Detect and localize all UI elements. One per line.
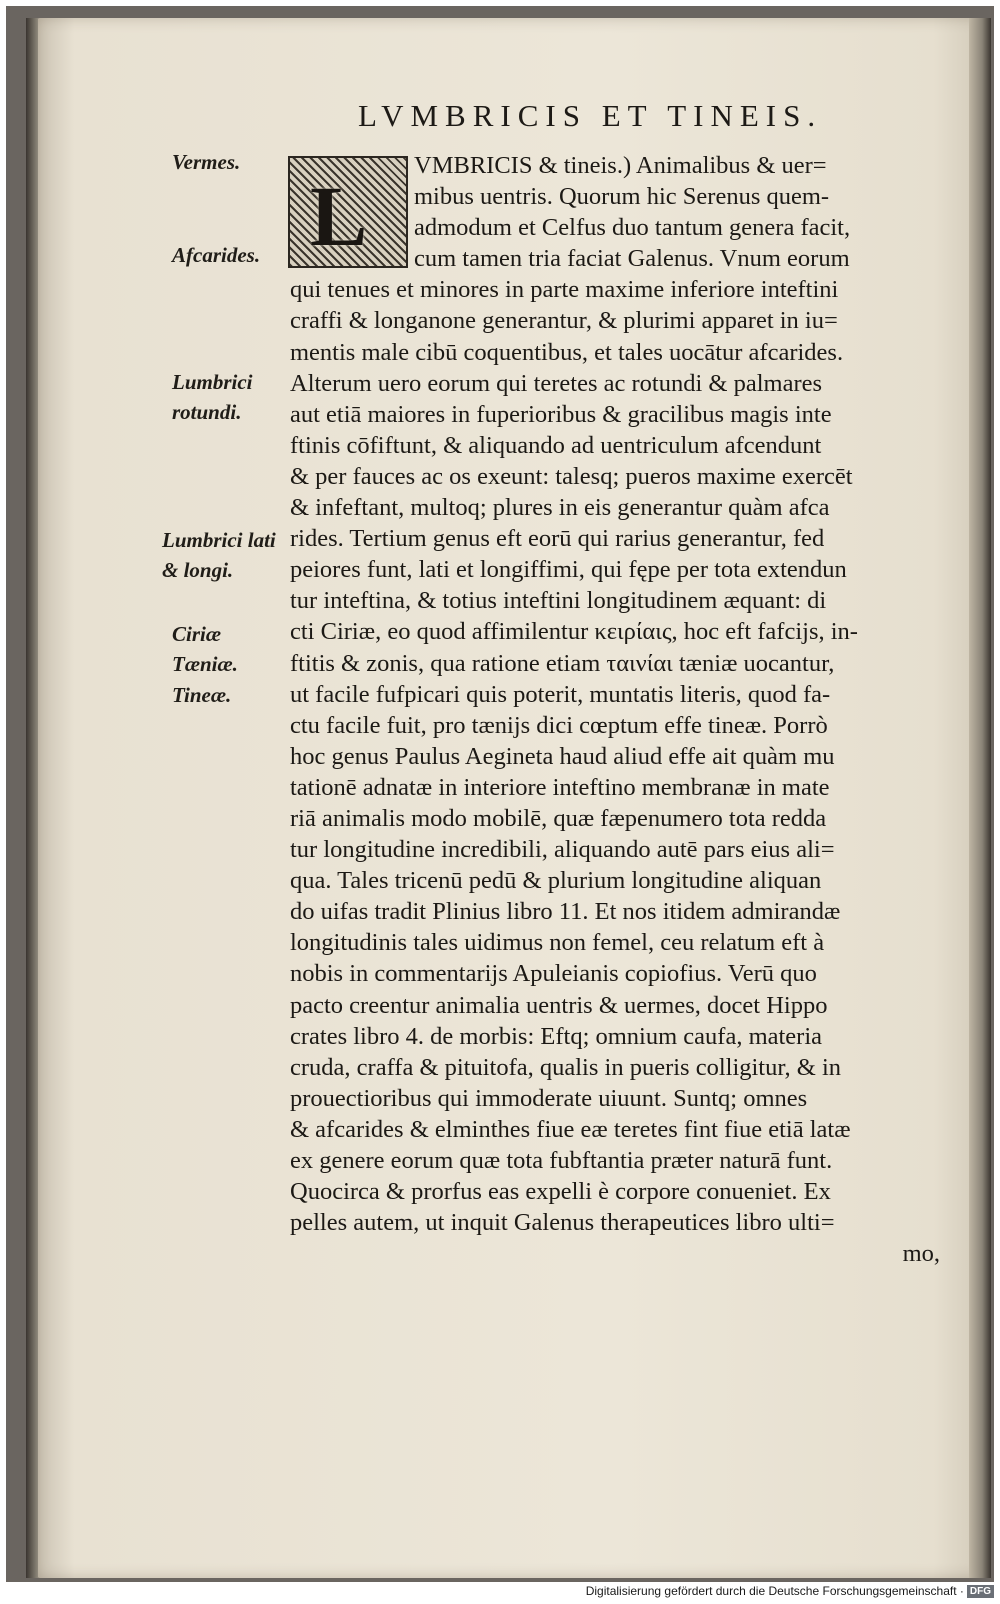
text-line: crates libro 4. de morbis: Eftq; omnium caufa, materia [290,1022,823,1050]
text-line: mentis male cibū coquentibus, et tales uocātur afcarides. [290,338,844,366]
text-line: prouectioribus qui immoderate uiuunt. Suntq; omnes [290,1084,808,1112]
text-line: qui tenues et minores in parte maxime inferiore inteftini [290,276,839,304]
body-text [290,150,940,1269]
text-line: admodum et Celfus duo tantum genera facit, [414,214,851,242]
text-line: ftinis cōfiftunt, & aliquando ad uentriculum afcendunt [290,431,822,459]
text-line: & infeftant, multoq; plures in eis generantur quàm afca [290,494,830,522]
text-line: pacto creentur animalia uentris & uermes, docet Hippo [290,991,828,1019]
footer-text: Digitalisierung gefördert durch die Deutsche Forschungsgemeinschaft · [585,1584,964,1598]
text-line: riā animalis modo mobilē, quæ fæpenumero tota redda [290,804,827,832]
margin-note-taeniae: Tæniæ. [172,652,238,676]
margin-note-ascarides: Afcarides. [172,243,261,267]
margin-note-rotundi: rotundi. [172,400,242,424]
text-line: VMBRICIS & tineis.) Animalibus & uer= [414,152,827,179]
text-line-last: mo, [902,1240,940,1268]
margin-note-et-longi: & longi. [162,558,234,582]
margin-note-vermes: Vermes. [172,150,241,174]
text-line: peiores funt, lati et longiffimi, qui fępe per tota extendun [290,556,847,584]
text-line: pelles autem, ut inquit Galenus therapeutices libro ulti= [290,1209,835,1237]
text-line: mibus uentris. Quorum hic Serenus quem- [414,183,830,211]
margin-note-tineae: Tineæ. [172,683,232,707]
text-line: craffi & longanone generantur, & plurimi apparet in iu= [290,307,838,335]
text-line: Alterum uero eorum qui teretes ac rotundi & palmares [290,369,823,397]
page-edge-right [969,18,991,1578]
text-line: hoc genus Paulus Aegineta haud aliud effe ait quàm mu [290,742,835,770]
text-line: aut etiā maiores in fuperioribus & gracilibus magis inte [290,400,832,428]
text-line: ctu facile fuit, pro tænijs dici cœptum effe tineæ. Porrò [290,711,828,739]
text-line: cruda, craffa & pituitofa, qualis in pueris colligitur, & in [290,1053,842,1081]
text-line: & afcarides & elminthes fiue eæ teretes fint fiue etiā latæ [290,1115,851,1143]
running-head: LVMBRICIS ET TINEIS. [358,98,823,133]
initial-letter: L [310,168,368,264]
text-line: tur inteftina, & totius inteftini longitudinem æquant: di [290,587,827,615]
text-line: qua. Tales tricenū pedū & plurium longitudine aliquan [290,867,822,895]
text-line: & per fauces ac os exeunt: talesq; pueros maxime exercēt [290,462,853,490]
text-line: ut facile fufpicari quis poterit, muntatis literis, quod fa- [290,680,831,708]
text-line: longitudinis tales uidimus non femel, ceu relatum eft à [290,929,825,957]
text-line: cti Ciriæ, eo quod affimilentur κειρίαις, hoc eft fafcijs, in- [290,618,858,646]
dfg-logo-icon: DFG [967,1585,994,1598]
page-gutter-left [26,18,38,1578]
margin-note-ciriae: Ciriæ [172,622,222,646]
text-line: ftitis & zonis, qua ratione etiam ταινίαι tæniæ uocantur, [290,649,835,677]
text-line: do uifas tradit Plinius libro 11. Et nos itidem admirandæ [290,898,841,926]
margin-note-lumbrici-lati: Lumbrici lati [162,528,276,552]
text-line: Quocirca & prorfus eas expelli è corpore conueniet. Ex [290,1178,831,1206]
margin-note-lumbrici: Lumbrici [172,370,253,394]
text-line: rides. Tertium genus eft eorū qui rarius generantur, fed [290,525,825,553]
text-line: tur longitudine incredibili, aliquando autē pars eius ali= [290,836,835,864]
text-line: tationē adnatæ in interiore inteftino membranæ in mate [290,773,830,801]
text-line: nobis in commentarijs Apuleianis copiofius. Verū quo [290,960,817,988]
text-line: cum tamen tria faciat Galenus. Vnum eorum [414,245,850,273]
funding-footer [586,1584,994,1598]
text-line: ex genere eorum quæ tota fubftantia præter naturā funt. [290,1147,833,1174]
